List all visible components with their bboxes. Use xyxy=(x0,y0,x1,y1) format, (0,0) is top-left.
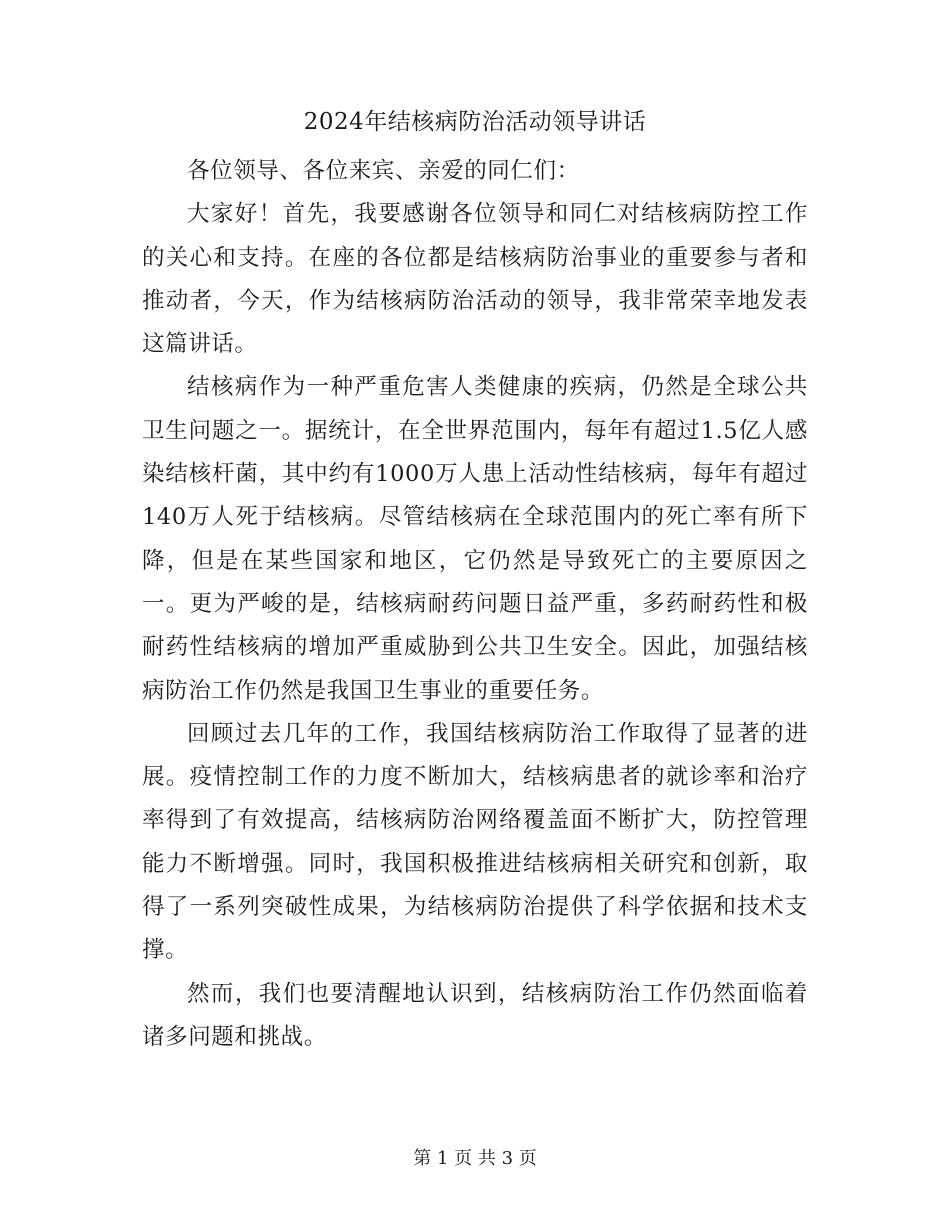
page-number-label: 第 1 页 共 3 页 xyxy=(413,1148,537,1169)
page-footer xyxy=(0,1146,950,1172)
paragraph-2: 结核病作为一种严重危害人类健康的疾病，仍然是全球公共卫生问题之一。据统计，在全世界范围内，每年有超过1.5亿人感染结核杆菌，其中约有1000万人患上活动性结核病，每年有超过140万人死于结核病。尽管结核病在全球范围内的死亡率有所下降，但是在某些国家和地区，它仍然是导致死亡的主要原因之一。更为严峻的是，结核病耐药问题日益严重，多药耐药性和极耐药性结核病的增加严重威胁到公共卫生安全。因此，加强结核病防治工作仍然是我国卫生事业的重要任务。 xyxy=(142,374,808,704)
paragraph-1: 大家好！首先，我要感谢各位领导和同仁对结核病防控工作的关心和支持。在座的各位都是结核病防治事业的重要参与者和推动者，今天，作为结核病防治活动的领导，我非常荣幸地发表这篇讲话。 xyxy=(142,201,808,358)
document-body xyxy=(142,150,808,1059)
greeting-line: 各位领导、各位来宾、亲爱的同仁们： xyxy=(187,158,580,184)
paragraph-3: 回顾过去几年的工作，我国结核病防治工作取得了显著的进展。疫情控制工作的力度不断加大，结核病患者的就诊率和治疗率得到了有效提高，结核病防治网络覆盖面不断扩大，防控管理能力不断增强。同时，我国积极推进结核病相关研究和创新，取得了一系列突破性成果，为结核病防治提供了科学依据和技术支撑。 xyxy=(142,720,808,964)
paragraph-4: 然而，我们也要清醒地认识到，结核病防治工作仍然面临着诸多问题和挑战。 xyxy=(142,980,808,1050)
document-title: 2024年结核病防治活动领导讲话 xyxy=(303,109,647,135)
